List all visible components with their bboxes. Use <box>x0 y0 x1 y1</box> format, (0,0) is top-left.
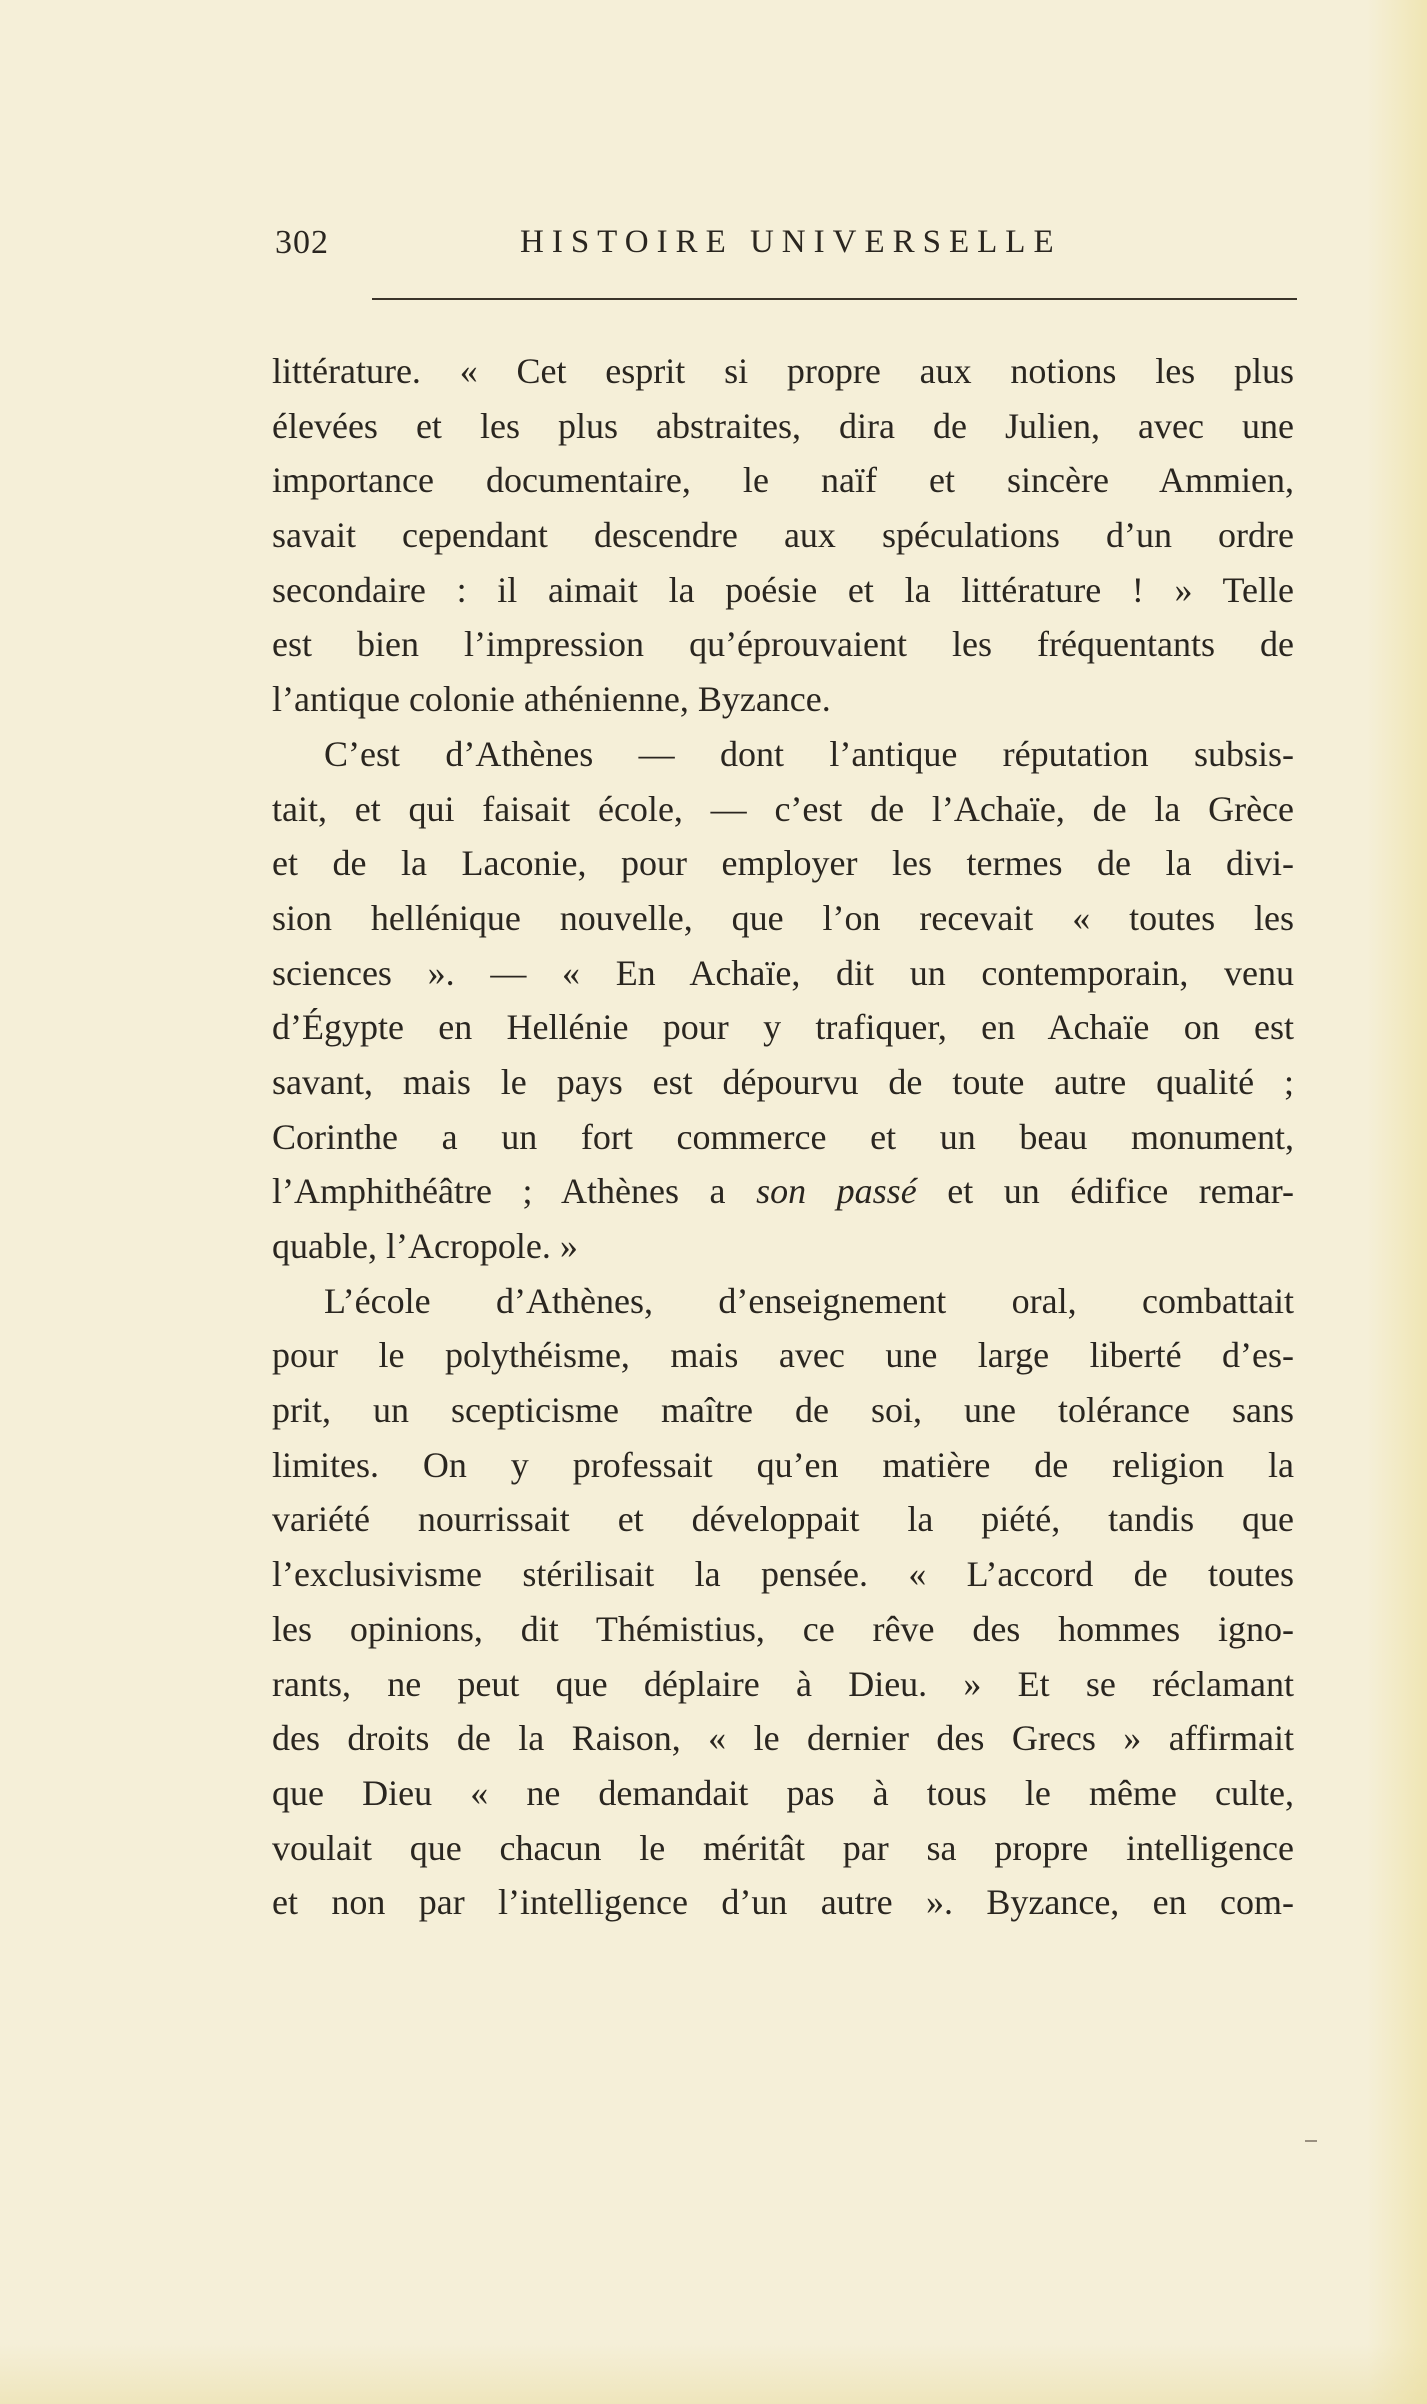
text-segment: et un édifice remar- <box>947 1171 1295 1212</box>
text-line: importance documentaire, le naïf et sincère Ammien, <box>272 460 1294 501</box>
text-line: les opinions, dit Thémistius, ce rêve des hommes igno- <box>272 1608 1294 1649</box>
text-line: et de la Laconie, pour employer les termes de la divi- <box>272 843 1294 884</box>
text-line: et non par l’intelligence d’un autre ». Byzance, en com- <box>272 1882 1294 1923</box>
text-segment: l’Amphithéâtre ; Athènes a <box>272 1171 726 1212</box>
paragraph-start-line: L’école d’Athènes, d’enseignement oral, combattait <box>324 1280 1294 1321</box>
italic-phrase: son passé <box>756 1171 917 1212</box>
text-line: savant, mais le pays est dépourvu de toute autre qualité ; <box>272 1061 1294 1102</box>
text-line: pour le polythéisme, mais avec une large liberté d’es- <box>272 1335 1294 1376</box>
paragraph-start-line: C’est d’Athènes — dont l’antique réputation subsis- <box>324 733 1294 774</box>
text-line: sion hellénique nouvelle, que l’on recevait « toutes les <box>272 897 1294 938</box>
text-line: limites. On y professait qu’en matière de religion la <box>272 1444 1294 1485</box>
text-line: d’Égypte en Hellénie pour y trafiquer, en Achaïe on est <box>272 1007 1294 1048</box>
text-line: est bien l’impression qu’éprouvaient les fréquentants de <box>272 624 1294 665</box>
running-title: HISTOIRE UNIVERSELLE <box>520 224 1062 260</box>
text-line: sciences ». — « En Achaïe, dit un contemporain, venu <box>272 952 1294 993</box>
text-line: Corinthe a un fort commerce et un beau monument, <box>272 1116 1294 1157</box>
page-bottom-shading <box>0 2344 1427 2404</box>
text-line: littérature. « Cet esprit si propre aux notions les plus <box>272 351 1294 391</box>
body-text <box>272 344 1294 1930</box>
text-line: voulait que chacun le méritât par sa propre intelligence <box>272 1827 1294 1868</box>
text-line: des droits de la Raison, « le dernier des Grecs » affirmait <box>272 1718 1294 1759</box>
page-edge-shading <box>1367 0 1427 2404</box>
text-line: que Dieu « ne demandait pas à tous le même culte, <box>272 1772 1294 1813</box>
text-line: savait cependant descendre aux spéculations d’un ordre <box>272 515 1294 556</box>
text-line: élevées et les plus abstraites, dira de Julien, avec une <box>272 405 1294 446</box>
text-line: rants, ne peut que déplaire à Dieu. » Et se réclamant <box>272 1663 1294 1704</box>
text-line: prit, un scepticisme maître de soi, une tolérance sans <box>272 1390 1294 1431</box>
text-line: quable, l’Acropole. » <box>272 1226 578 1266</box>
header-rule <box>372 298 1297 300</box>
page-number: 302 <box>275 224 329 261</box>
running-header <box>275 224 1295 274</box>
text-line: variété nourrissait et développait la piété, tandis que <box>272 1499 1294 1540</box>
text-line: l’antique colonie athénienne, Byzance. <box>272 679 831 720</box>
text-line: tait, et qui faisait école, — c’est de l’Achaïe, de la Grèce <box>272 788 1294 829</box>
text-line: l’exclusivisme stérilisait la pensée. « L’accord de toutes <box>272 1554 1294 1595</box>
stray-ink-mark <box>1305 2140 1317 2142</box>
text-line-with-italic <box>272 1164 1294 1219</box>
text-line: secondaire : il aimait la poésie et la littérature ! » Telle <box>272 569 1294 610</box>
